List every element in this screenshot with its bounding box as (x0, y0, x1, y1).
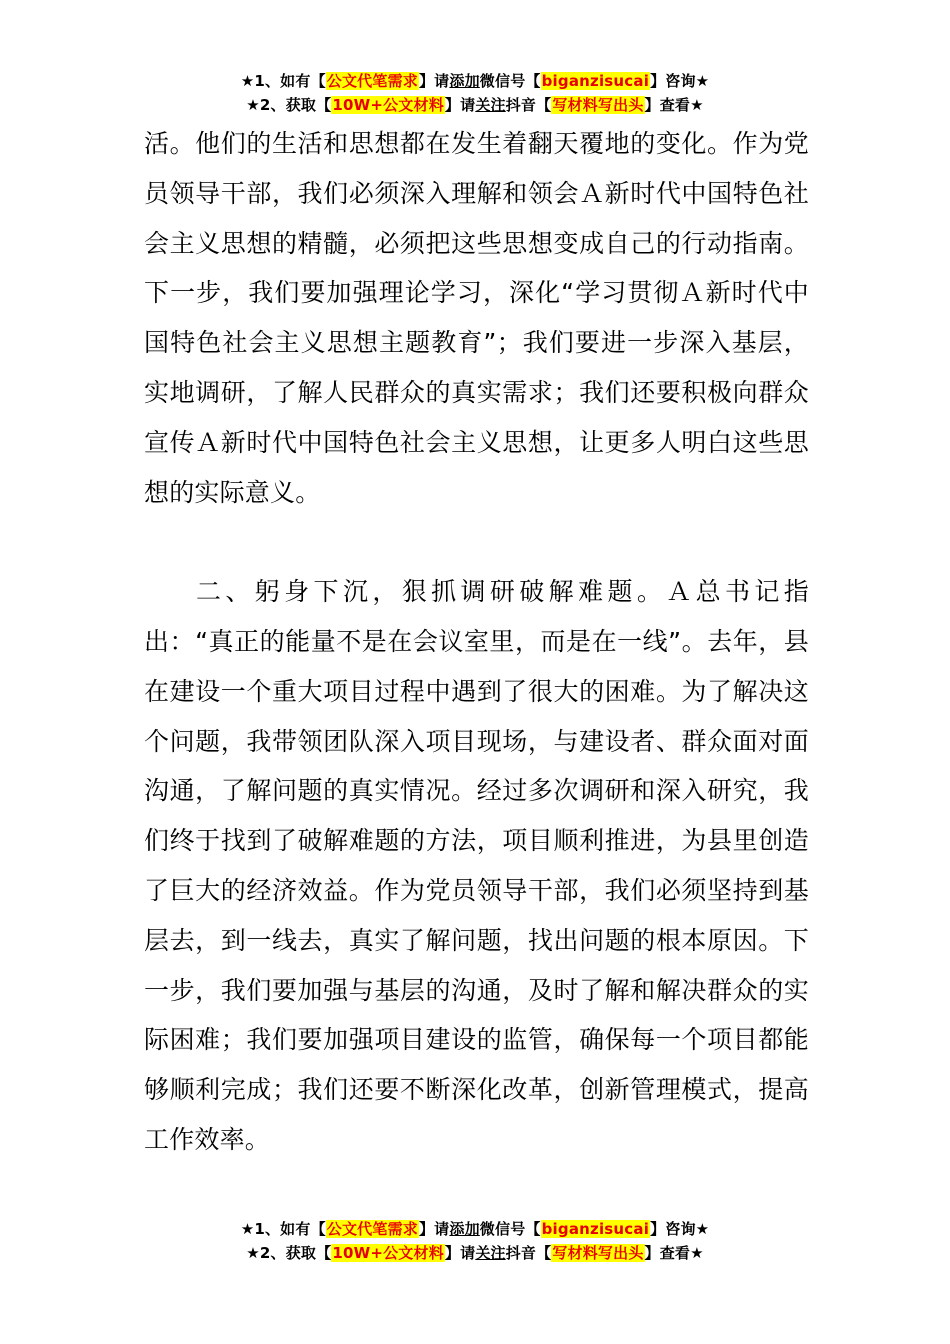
underlined-word: 添加 (449, 72, 480, 90)
banner-text: ★2、获取【 (246, 1244, 332, 1262)
banner-text: 抖音【 (505, 1244, 552, 1262)
highlight-service: 公文代笔需求 (326, 72, 418, 90)
paragraph-spacer (144, 517, 809, 567)
banner-text: 抖音【 (505, 96, 552, 114)
banner-text: 】请 (418, 72, 450, 90)
paragraph-2: 二、躬身下沉，狠抓调研破解难题。Ａ总书记指出：“真正的能量不是在会议室里，而是在一线”。去年，县在建设一个重大项目过程中遇到了很大的困难。为了解决这个问题，我带领团队深入项目现场，与建设者、群众面对面沟通，了解问题的真实情况。经过多次调研和深入研究，我们终于找到了破解难题的方法，项目顺利推进，为县里创造了巨大的经济效益。作为党员领导干部，我们必须坚持到基层去，到一线去，真实了解问题，找出问题的根本原因。下一步，我们要加强与基层的沟通，及时了解和解决群众的实际困难；我们要加强项目建设的监管，确保每一个项目都能够顺利完成；我们还要不断深化改革，创新管理模式，提高工作效率。 (144, 577, 809, 1154)
header-banner-line-2 (0, 93, 950, 117)
footer-banner-line-2 (0, 1241, 950, 1265)
document-body (144, 119, 809, 1165)
banner-text: 微信号【 (479, 72, 541, 90)
highlight-wechat-id: biganzisucai (541, 72, 650, 90)
highlight-materials: 10W+公文材料 (332, 96, 444, 114)
highlight-service: 公文代笔需求 (326, 1220, 418, 1238)
banner-text: 】咨询★ (650, 72, 710, 90)
underlined-word: 关注 (475, 1244, 506, 1262)
banner-text: ★2、获取【 (246, 96, 332, 114)
underlined-word: 添加 (449, 1220, 480, 1238)
banner-text: 】查看★ (644, 96, 704, 114)
banner-text: 】请 (444, 96, 476, 114)
header-banner-line-1 (0, 69, 950, 93)
highlight-douyin-account: 写材料写出头 (552, 96, 644, 114)
banner-text: 】查看★ (644, 1244, 704, 1262)
paragraph-1: 活。他们的生活和思想都在发生着翻天覆地的变化。作为党员领导干部，我们必须深入理解和领会Ａ新时代中国特色社会主义思想的精髓，必须把这些思想变成自己的行动指南。下一步，我们要加强理论学习，深化“学习贯彻Ａ新时代中国特色社会主义思想主题教育”；我们要进一步深入基层，实地调研，了解人民群众的真实需求；我们还要积极向群众宣传Ａ新时代中国特色社会主义思想，让更多人明白这些思想的实际意义。 (144, 129, 809, 507)
header-banner (0, 69, 950, 117)
banner-text: 微信号【 (479, 1220, 541, 1238)
highlight-douyin-account: 写材料写出头 (552, 1244, 644, 1262)
banner-text: 】请 (418, 1220, 450, 1238)
banner-text: ★1、如有【 (240, 72, 326, 90)
highlight-wechat-id: biganzisucai (541, 1220, 650, 1238)
footer-banner (0, 1217, 950, 1265)
banner-text: 】请 (444, 1244, 476, 1262)
footer-banner-line-1 (0, 1217, 950, 1241)
highlight-materials: 10W+公文材料 (332, 1244, 444, 1262)
banner-text: ★1、如有【 (240, 1220, 326, 1238)
banner-text: 】咨询★ (650, 1220, 710, 1238)
underlined-word: 关注 (475, 96, 506, 114)
